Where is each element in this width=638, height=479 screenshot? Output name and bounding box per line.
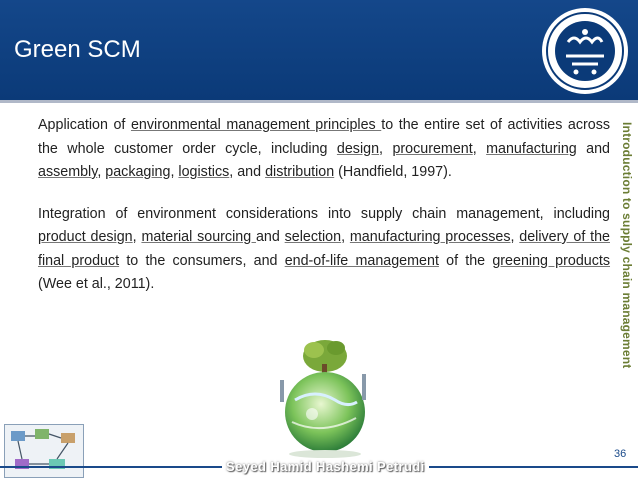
- term-link: packaging: [105, 164, 171, 180]
- definition-paragraph-2: Integration of environment considerations into supply chain management, including product design, material sourcing and selection, manufacturing processes, delivery of the final product to the consumers, and end-of-life management of the greening products (Wee et al., 2011).: [38, 205, 611, 292]
- term-link: procurement: [392, 140, 473, 157]
- term-link: selection: [284, 229, 342, 245]
- term-link: greening products: [492, 252, 611, 269]
- term-link: environmental management principles: [130, 117, 382, 133]
- supply-chain-thumbnail: [4, 424, 84, 478]
- slide-body: [38, 114, 610, 315]
- term-link: end-of-life management: [284, 252, 439, 269]
- term-link: delivery of the final product: [38, 229, 610, 269]
- university-logo: [540, 6, 630, 96]
- green-globe-image: [262, 330, 388, 460]
- term-link: logistics: [178, 164, 230, 180]
- slide-title: Green SCM: [14, 36, 141, 63]
- term-link: design: [336, 140, 380, 157]
- slide-header: [0, 0, 638, 103]
- side-section-label: Introduction to supply chain management: [620, 122, 634, 369]
- term-link: assembly: [38, 164, 98, 180]
- definition-paragraph-1: Application of environmental management principles to the entire set of activities across the whole customer order cycle, including design, procurement, manufacturing and assembly, packaging, logistics, and distribution (Handfield, 1997).: [38, 117, 611, 180]
- page-number: 36: [614, 448, 627, 460]
- term-link: distribution: [265, 164, 335, 180]
- term-link: manufacturing: [486, 140, 577, 157]
- term-link: material sourcing: [141, 229, 256, 245]
- term-link: product design: [38, 229, 133, 245]
- term-link: manufacturing processes: [349, 229, 511, 245]
- author-name: Seyed Hamid Hashemi Petrudi: [222, 459, 429, 474]
